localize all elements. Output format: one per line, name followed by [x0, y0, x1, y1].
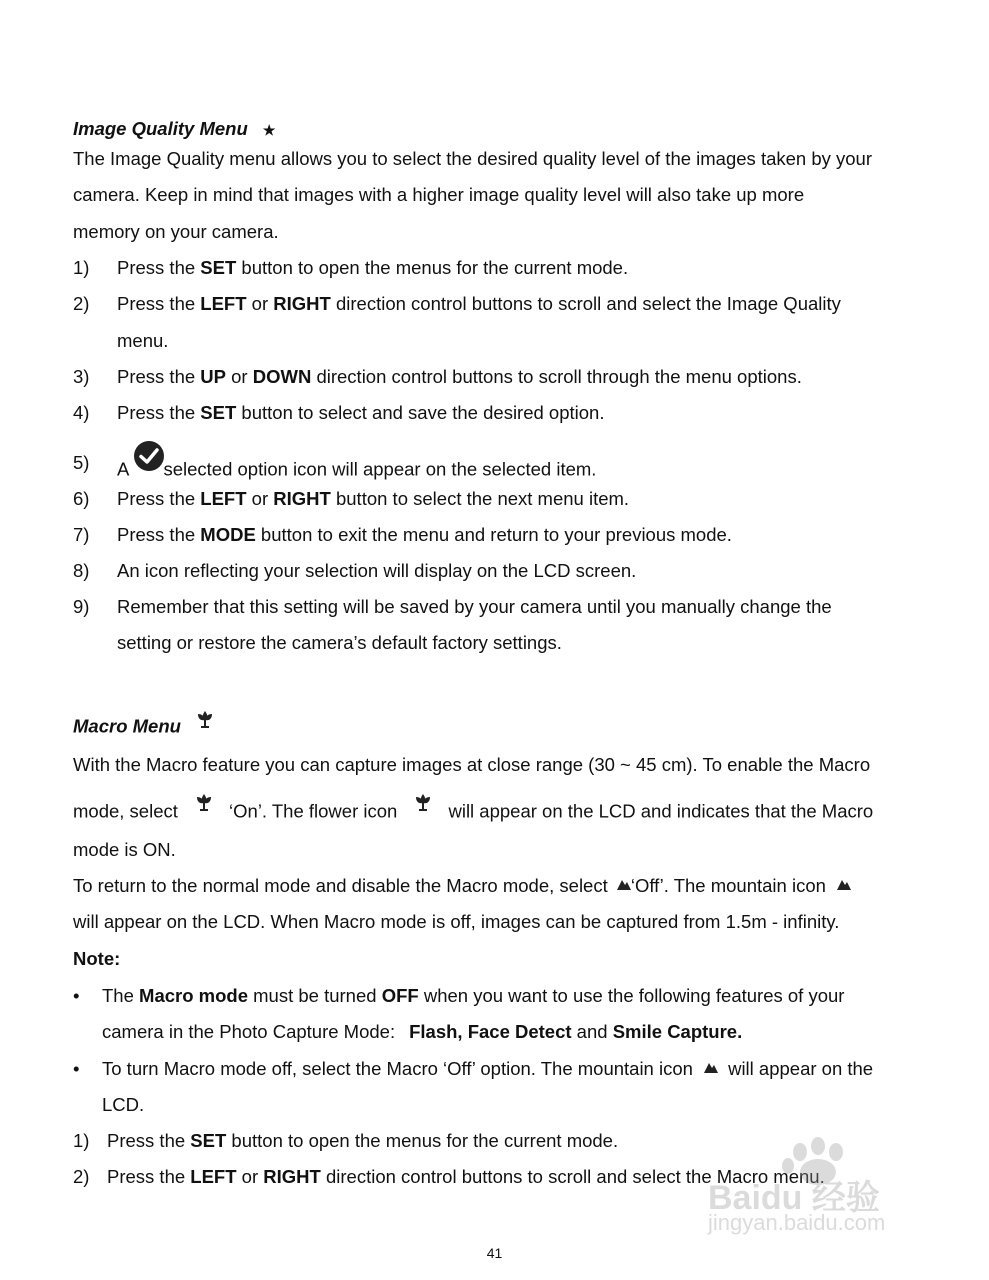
iq-step-4: Press the SET button to select and save the desired option.: [117, 402, 605, 423]
step-number: 6): [73, 488, 90, 509]
step-number: 9): [73, 596, 90, 617]
note-label: Note:: [73, 948, 121, 969]
macro-para-line1: With the Macro feature you can capture images at close range (30 ~ 45 cm). To enable the Macro: [73, 754, 871, 775]
note-bullet-1: The Macro mode must be turned OFF when you want to use the following features of your: [102, 985, 845, 1006]
step-number: 4): [73, 402, 90, 423]
flower-icon: [193, 791, 215, 818]
image-quality-title: Image Quality Menu: [73, 118, 248, 139]
bullet-dot: •: [73, 985, 80, 1006]
iq-step-1: Press the SET button to open the menus for the current mode.: [117, 257, 629, 278]
star-icon: ★: [262, 122, 276, 138]
iq-step-9-cont: setting or restore the camera’s default factory settings.: [117, 632, 562, 653]
iq-intro-line3: memory on your camera.: [73, 221, 279, 242]
iq-step-8: An icon reflecting your selection will display on the LCD screen.: [117, 560, 637, 581]
flower-icon: [194, 708, 216, 735]
step-number: 1): [73, 257, 90, 278]
step-number: 2): [73, 293, 90, 314]
step-number: 7): [73, 524, 90, 545]
watermark-url: jingyan.baidu.com: [708, 1210, 886, 1235]
page-number: 41: [486, 1245, 503, 1261]
step-number: 3): [73, 366, 90, 387]
image-quality-heading: [73, 118, 275, 141]
iq-step-6: Press the LEFT or RIGHT button to select the next menu item.: [117, 488, 630, 509]
step-number: 1): [73, 1130, 90, 1151]
watermark-brand: Baidu 经验: [708, 1179, 880, 1217]
iq-step-3: Press the UP or DOWN direction control buttons to scroll through the menu options.: [117, 366, 802, 387]
macro-para-line2: mode, select ‘On’. The flower icon will appear on the LCD and indicates that the Macro: [73, 799, 873, 826]
macro-step-2: Press the LEFT or RIGHT direction control buttons to scroll and select the Macro menu.: [107, 1166, 825, 1187]
checkmark-circle-icon: [133, 440, 165, 477]
step-number: 5): [73, 452, 90, 473]
iq-step-5: A selected option icon will appear on the selected item.: [117, 452, 596, 489]
step-number: 2): [73, 1166, 90, 1187]
iq-intro-line2: camera. Keep in mind that images with a higher image quality level will also take up more: [73, 184, 805, 205]
iq-step-2-cont: menu.: [117, 330, 169, 351]
macro-para-line5: will appear on the LCD. When Macro mode is off, images can be captured from 1.5m - infinity.: [73, 911, 840, 932]
flower-icon: [412, 791, 434, 818]
iq-step-2: Press the LEFT or RIGHT direction control buttons to scroll and select the Image Quality: [117, 293, 841, 314]
mountain-icon: [704, 1056, 718, 1078]
mountain-icon: [617, 873, 631, 895]
macro-step-1: Press the SET button to open the menus for the current mode.: [107, 1130, 619, 1151]
step-number: 8): [73, 560, 90, 581]
note-bullet-2-cont: LCD.: [102, 1094, 145, 1115]
note-bullet-2: To turn Macro mode off, select the Macro ‘Off’ option. The mountain icon will appear on the: [102, 1058, 874, 1079]
iq-step-7: Press the MODE button to exit the menu and return to your previous mode.: [117, 524, 732, 545]
bullet-dot: •: [73, 1058, 80, 1079]
note-bullet-1-cont: camera in the Photo Capture Mode: Flash, Face Detect and Smile Capture.: [102, 1021, 743, 1042]
iq-intro-line1: The Image Quality menu allows you to select the desired quality level of the images taken by your: [73, 148, 873, 169]
macro-para-line3: mode is ON.: [73, 839, 176, 860]
baidu-watermark: [700, 1130, 940, 1240]
macro-para-line4: To return to the normal mode and disable the Macro mode, select ‘Off’. The mountain icon: [73, 875, 851, 898]
iq-step-9: Remember that this setting will be saved by your camera until you manually change the: [117, 596, 832, 617]
macro-heading: [73, 714, 216, 741]
mountain-icon: [837, 873, 851, 895]
macro-title: Macro Menu: [73, 715, 181, 737]
